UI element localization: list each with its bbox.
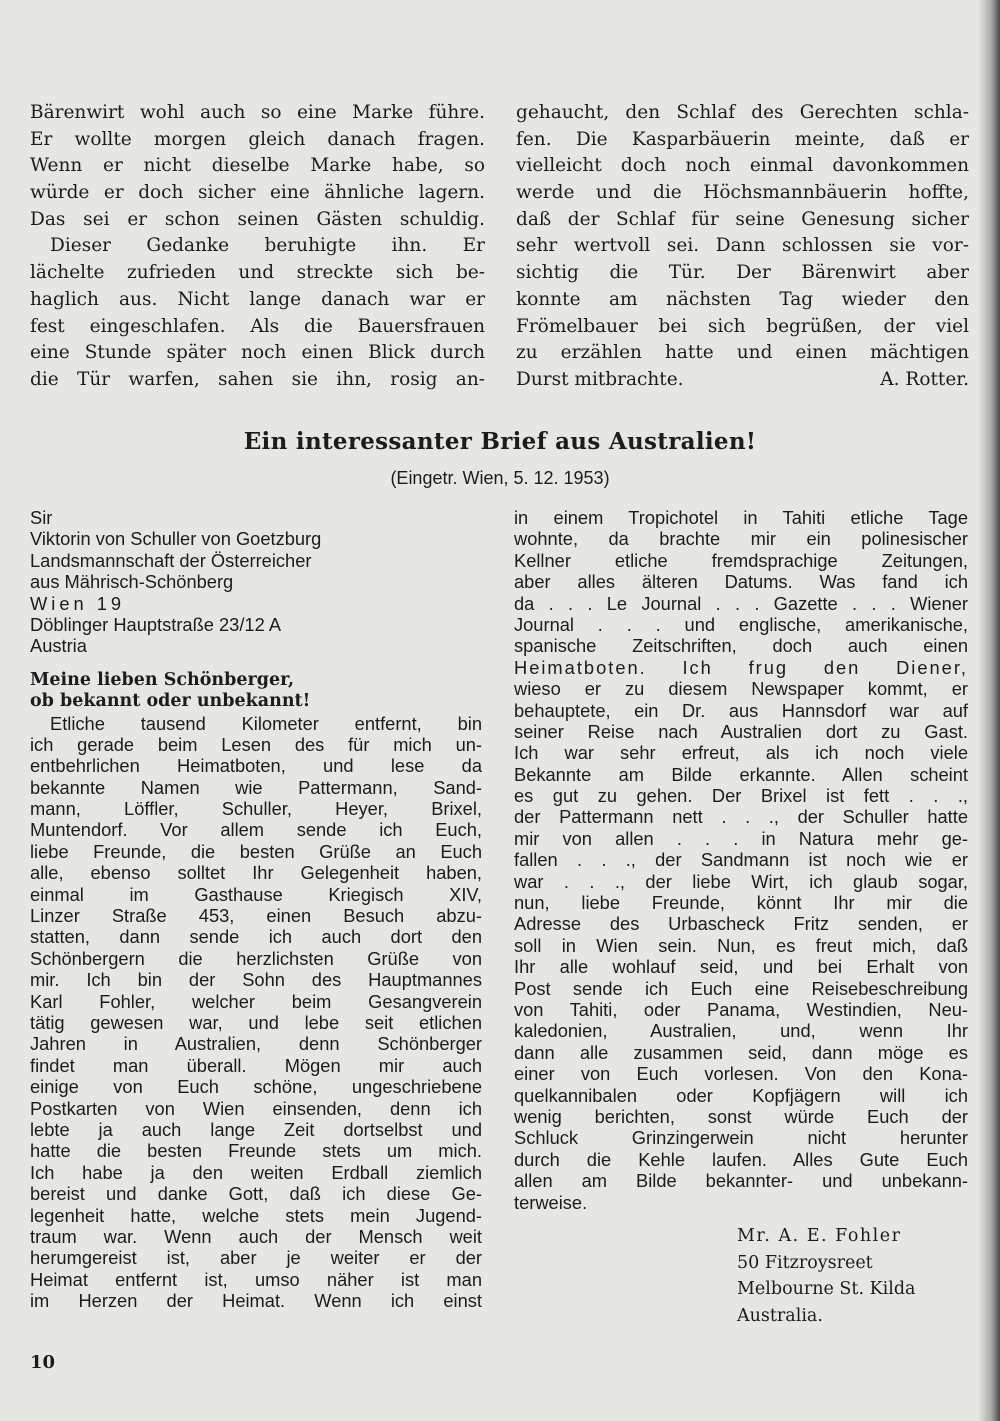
letter-line: da . . . Le Journal . . . Gazette . . . Wiener: [514, 592, 968, 614]
address-line: Austria: [30, 635, 87, 657]
letter-line: der Pattermann nett . . ., der Schuller hatte: [514, 806, 968, 828]
story-line: daß der Schlaf für seine Genesung sicher: [516, 208, 969, 230]
address-line: Döblinger Hauptstraße 23/12 A: [30, 613, 282, 635]
letter-column-right: [514, 507, 968, 1213]
page-number: 10: [30, 1352, 56, 1373]
letter-column-left: [30, 507, 482, 1311]
letter-line: war . . ., der liebe Wirt, ich glaub sogar,: [514, 870, 968, 892]
signature-country: Australia.: [737, 1305, 823, 1326]
letter-line: bekannte Namen wie Pattermann, Sand-: [30, 776, 482, 798]
signature-block: [737, 1223, 969, 1329]
recipient-address: [30, 507, 482, 657]
story-line: würde er doch sicher eine ähnliche lagern.: [30, 182, 485, 204]
letter-line: soll in Wien sein. Nun, es freut mich, daß: [514, 934, 968, 956]
story-line: vielleicht doch noch einmal davonkommen: [516, 155, 969, 177]
letter-line: Bekannte am Bilde erkannte. Allen scheint: [514, 763, 968, 785]
letter-line: einige von Euch schöne, ungeschriebene: [30, 1076, 482, 1098]
story-line: Bärenwirt wohl auch so eine Marke führe.: [30, 102, 485, 123]
address-line: Sir: [30, 507, 53, 528]
story-column-left: [30, 100, 485, 394]
letter-line: Karl Fohler, welcher beim Gesangverein: [30, 990, 482, 1012]
story-line: Das sei er schon seinen Gästen schuldig.: [30, 208, 485, 230]
letter-line: Ich war sehr erfreut, als ich noch viele: [514, 742, 968, 764]
letter-line: tätig gewesen war, und lebe seit etlichen: [30, 1011, 482, 1033]
story-line: konnte am nächsten Tag wieder den: [516, 288, 969, 310]
story-line: fest eingeschlafen. Als die Bauersfrauen: [30, 315, 485, 337]
story-line: sehr wertvoll sei. Dann schlossen sie vor-: [516, 235, 969, 257]
story-line: zu erzählen hatte und einen mächtigen: [516, 342, 969, 364]
letter-line: alle, ebenso solltet Ihr Gelegenheit haben,: [30, 862, 482, 884]
letter-line: spanische Zeitschriften, doch auch einen: [514, 635, 968, 657]
letter-line: findet man überall. Mögen mir auch: [30, 1054, 482, 1076]
letter-line: Kellner etliche fremdsprachige Zeitungen,: [514, 549, 968, 571]
letter-line: kaledonien, Australien, und, wenn Ihr: [514, 1020, 968, 1042]
letter-line: lebte ja auch lange Zeit dortselbst und: [30, 1118, 482, 1140]
letter-line: Post sende ich Euch eine Reisebeschreibung: [514, 977, 968, 999]
letter-line: Jahren in Australien, denn Schönberger: [30, 1033, 482, 1055]
letter-line: wohnte, da brachte mir ein polinesischer: [514, 528, 968, 550]
letter-line: einer von Euch vorlesen. Von den Kona-: [514, 1063, 968, 1085]
letter-line: Journal . . . und englische, amerikanische,: [514, 613, 968, 635]
letter-line: terweise.: [514, 1191, 588, 1213]
letter-line: mir. Ich bin der Sohn des Hauptmannes: [30, 969, 482, 991]
story-line: Wenn er nicht dieselbe Marke habe, so: [30, 155, 485, 177]
letter-line: Adresse des Urbascheck Fritz senden, er: [514, 913, 968, 935]
letter-line: quelkannibalen oder Kopfjägern will ich: [514, 1084, 968, 1106]
letter-line: Ich habe ja den weiten Erdball ziemlich: [30, 1161, 482, 1183]
letter-line: traum war. Wenn auch der Mensch weit: [30, 1225, 482, 1247]
letter-line: seiner Reise nach Australien dort zu Gast.: [514, 720, 968, 742]
salutation-line: Meine lieben Schönberger,: [30, 669, 295, 690]
letter-line: herumgereist ist, aber je weiter er der: [30, 1247, 482, 1269]
letter-line: Muntendorf. Vor allem sende ich Euch,: [30, 819, 482, 841]
address-line: Viktorin von Schuller von Goetzburg: [30, 528, 322, 550]
story-line: sichtig die Tür. Der Bärenwirt aber: [516, 262, 969, 284]
letter-line: Postkarten von Wien einsenden, denn ich: [30, 1097, 482, 1119]
letter-line: einmal im Gasthause Kriegisch XIV,: [30, 883, 482, 905]
letter-line: nun, liebe Freunde, könnt Ihr mir die: [514, 892, 968, 914]
signature-name: Mr. A. E. Fohler: [737, 1226, 902, 1246]
letter-line: legenheit hatte, welche stets mein Jugend-: [30, 1204, 482, 1226]
story-line: gehaucht, den Schlaf des Gerechten schla-: [516, 102, 969, 123]
letter-line: Schönbergern die herzlichsten Grüße von: [30, 947, 482, 969]
letter-line: Ihr alle wohlauf seid, und bei Erhalt von: [514, 956, 968, 978]
letter-line: dann alle zusammen seid, dann möge es: [514, 1041, 968, 1063]
story-author: A. Rotter.: [880, 368, 969, 390]
story-line: haglich aus. Nicht lange danach war er: [30, 288, 485, 310]
address-line: aus Mährisch-Schönberg: [30, 571, 234, 593]
letter-line: statten, dann sende ich auch dort den: [30, 926, 482, 948]
spacer: [30, 657, 482, 670]
letter-line: Schluck Grinzingerwein nicht herunter: [514, 1127, 968, 1149]
letter-line: im Herzen der Heimat. Wenn ich einst: [30, 1290, 482, 1312]
letter-line: fallen . . ., der Sandmann ist noch wie er: [514, 849, 968, 871]
story-line: eine Stunde später noch einen Blick durch: [30, 342, 485, 364]
letter-line: Heimat entfernt ist, umso näher ist man: [30, 1268, 482, 1290]
letter-line: Heimatboten. Ich frug den Diener,: [514, 656, 968, 678]
letter-line: ich gerade beim Lesen des für mich un-: [30, 733, 482, 755]
story-line: werde und die Höchsmannbäuerin hoffte,: [516, 182, 969, 204]
story-column-right: [516, 100, 969, 394]
letter-line: aber alles älteren Datums. Was fand ich: [514, 571, 968, 593]
salutation-line: ob bekannt oder unbekannt!: [30, 691, 311, 712]
letter-line: Etliche tausend Kilometer entfernt, bin: [50, 712, 482, 734]
letter-line: liebe Freunde, die besten Grüße an Euch: [30, 840, 482, 862]
letter-line: mir von allen . . . in Natura mehr ge-: [514, 827, 968, 849]
story-last-line: [516, 367, 969, 394]
article-dateline: (Eingetr. Wien, 5. 12. 1953): [390, 468, 610, 488]
article-title: Ein interessanter Brief aus Australien!: [243, 428, 757, 455]
letter-line: hatte die besten Freunde stets um mich.: [30, 1140, 482, 1162]
letter-line: wieso er zu diesem Newspaper kommt, er: [514, 678, 968, 700]
address-line: Landsmannschaft der Österreicher: [30, 549, 312, 571]
signature-street: 50 Fitzroysreet: [737, 1252, 873, 1273]
letter-line: von Tahiti, oder Panama, Westindien, Neu-: [514, 998, 968, 1020]
story-line: Dieser Gedanke beruhigte ihn. Er: [50, 235, 485, 257]
story-line: fen. Die Kasparbäuerin meinte, daß er: [516, 128, 969, 150]
story-line: lächelte zufrieden und streckte sich be-: [30, 262, 485, 284]
letter-line: behauptete, ein Dr. aus Hannsdorf war auf: [514, 699, 968, 721]
story-last-text: Durst mitbrachte.: [516, 368, 684, 390]
letter-line: mann, Löffler, Schuller, Heyer, Brixel,: [30, 798, 482, 820]
page-edge-shadow: [978, 0, 1000, 1421]
address-line: Wien 19: [30, 592, 126, 614]
letter-line: bereist und danke Gott, daß ich diese Ge-: [30, 1183, 482, 1205]
letter-line: Linzer Straße 453, einen Besuch abzu-: [30, 905, 482, 927]
letter-line: wenig berichten, sonst würde Euch der: [514, 1105, 968, 1127]
letter-line: es gut zu gehen. Der Brixel ist fett . . .,: [514, 785, 968, 807]
letter-line: allen am Bilde bekannter- und unbekann-: [514, 1170, 968, 1192]
letter-line: durch die Kehle laufen. Alles Gute Euch: [514, 1148, 968, 1170]
story-line: Frömelbauer bei sich begrüßen, der viel: [516, 315, 969, 337]
letter-line: entbehrlichen Heimatboten, und lese da: [30, 755, 482, 777]
letter-line: in einem Tropichotel in Tahiti etliche Tage: [514, 507, 968, 528]
story-line: die Tür warfen, sahen sie ihn, rosig an-: [30, 368, 485, 390]
signature-city: Melbourne St. Kilda: [737, 1279, 916, 1299]
story-line: Er wollte morgen gleich danach fragen.: [30, 128, 485, 150]
